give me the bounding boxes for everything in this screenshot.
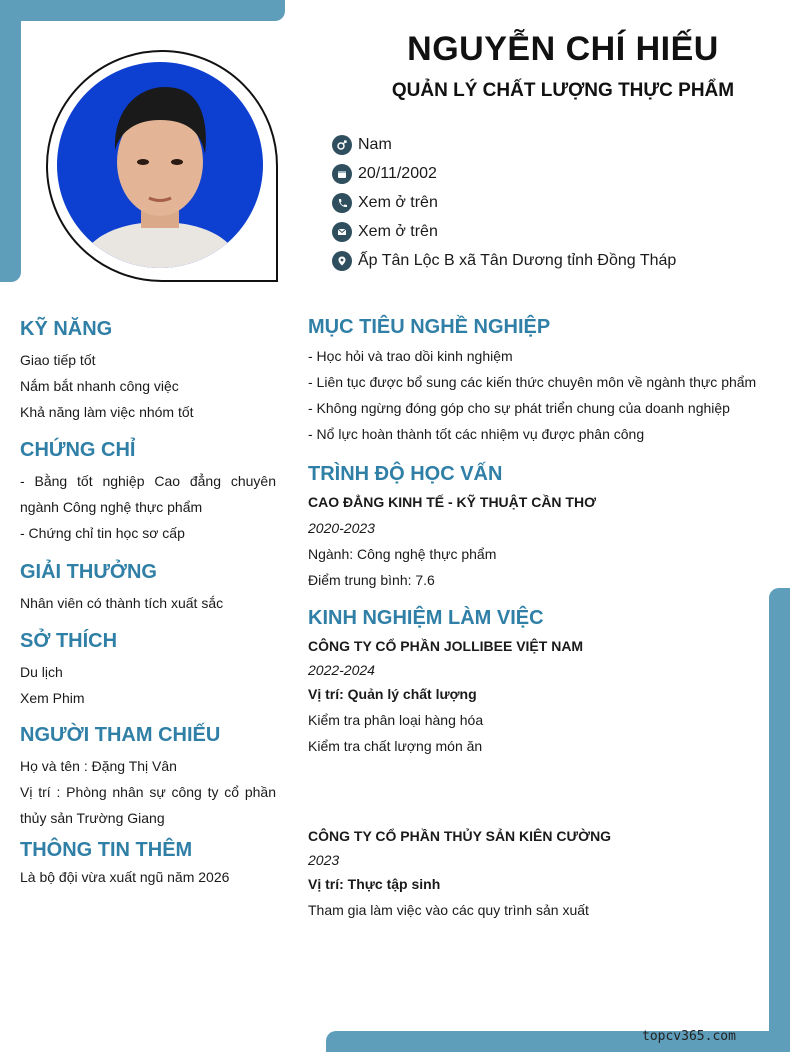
watermark: topcv365.com bbox=[642, 1029, 736, 1044]
section-skills bbox=[20, 318, 276, 425]
email-icon bbox=[332, 222, 352, 242]
list-item: Họ và tên : Đặng Thị Vân bbox=[20, 758, 177, 774]
list-item: - Bằng tốt nghiệp Cao đẳng chuyên ngành Công nghệ thực phẩm bbox=[20, 473, 276, 515]
contact-email-text: Xem ở trên bbox=[358, 222, 438, 240]
list-item: - Không ngừng đóng góp cho sự phát triển chung của doanh nghiệp bbox=[308, 400, 730, 416]
section-awards bbox=[20, 561, 276, 616]
list-item: - Nổ lực hoàn thành tốt các nhiệm vụ được phân công bbox=[308, 426, 645, 442]
contact-gender-text: Nam bbox=[358, 135, 392, 153]
list-item: Là bộ đội vừa xuất ngũ năm 2026 bbox=[20, 869, 230, 885]
location-icon bbox=[332, 251, 352, 271]
section-education bbox=[308, 463, 768, 593]
school-name: CAO ĐẲNG KINH TẾ - KỸ THUẬT CẦN THƠ bbox=[308, 494, 597, 510]
calendar-icon bbox=[332, 164, 352, 184]
section-heading: MỤC TIÊU NGHỀ NGHIỆP bbox=[308, 316, 551, 338]
section-heading: SỞ THÍCH bbox=[20, 630, 118, 652]
section-extra bbox=[20, 839, 276, 890]
list-item: - Liên tục được bổ sung các kiến thức chuyên môn về ngành thực phẩm bbox=[308, 374, 757, 390]
section-certificates bbox=[20, 439, 276, 546]
left-column bbox=[20, 318, 276, 890]
section-heading: CHỨNG CHỈ bbox=[20, 439, 136, 461]
contact-address-text: Ấp Tân Lộc B xã Tân Dương tỉnh Đồng Tháp bbox=[358, 251, 677, 269]
job-task: Tham gia làm việc vào các quy trình sản xuất bbox=[308, 902, 589, 918]
education-major: Ngành: Công nghệ thực phẩm bbox=[308, 546, 497, 562]
list-item: Xem Phim bbox=[20, 690, 85, 706]
right-column bbox=[308, 316, 768, 923]
contact-phone bbox=[332, 188, 676, 217]
section-references bbox=[20, 724, 276, 831]
section-experience bbox=[308, 607, 768, 923]
section-objective bbox=[308, 316, 768, 447]
job-entry bbox=[308, 823, 768, 923]
frame-top-bar bbox=[0, 0, 285, 21]
job-years: 2022-2024 bbox=[308, 662, 375, 678]
job-position: Vị trí: Thực tập sinh bbox=[308, 876, 441, 892]
job-entry bbox=[308, 633, 768, 759]
job-position: Vị trí: Quản lý chất lượng bbox=[308, 686, 477, 702]
contact-email bbox=[332, 217, 676, 246]
contact-gender bbox=[332, 130, 676, 159]
section-heading: NGƯỜI THAM CHIẾU bbox=[20, 724, 221, 746]
list-item: Giao tiếp tốt bbox=[20, 352, 96, 368]
frame-right-bar bbox=[769, 588, 790, 1052]
education-years: 2020-2023 bbox=[308, 520, 375, 536]
section-heading: THÔNG TIN THÊM bbox=[20, 839, 193, 861]
job-years: 2023 bbox=[308, 852, 340, 868]
contact-birthday bbox=[332, 159, 676, 188]
list-item: Nắm bắt nhanh công việc bbox=[20, 378, 179, 394]
section-heading: KỸ NĂNG bbox=[20, 318, 113, 340]
frame-left-bar bbox=[0, 0, 21, 282]
list-item: - Chứng chỉ tin học sơ cấp bbox=[20, 525, 185, 541]
company-name: CÔNG TY CỔ PHẦN THỦY SẢN KIÊN CƯỜNG bbox=[308, 828, 612, 844]
section-heading: GIẢI THƯỞNG bbox=[20, 561, 157, 583]
section-heading: TRÌNH ĐỘ HỌC VẤN bbox=[308, 463, 503, 485]
list-item: Khả năng làm việc nhóm tốt bbox=[20, 404, 194, 420]
list-item: Nhân viên có thành tích xuất sắc bbox=[20, 595, 224, 611]
phone-icon bbox=[332, 193, 352, 213]
candidate-name: NGUYỄN CHÍ HIẾU bbox=[407, 30, 719, 68]
company-name: CÔNG TY CỔ PHẦN JOLLIBEE VIỆT NAM bbox=[308, 638, 584, 654]
contact-address bbox=[332, 246, 676, 275]
list-item: Du lịch bbox=[20, 664, 63, 680]
job-task: Kiểm tra phân loại hàng hóa bbox=[308, 712, 484, 728]
job-task: Kiểm tra chất lượng món ăn bbox=[308, 738, 483, 754]
section-heading: KINH NGHIỆM LÀM VIỆC bbox=[308, 607, 544, 629]
section-hobbies bbox=[20, 630, 276, 711]
contact-birthday-text: 20/11/2002 bbox=[358, 164, 437, 182]
contact-list bbox=[332, 130, 676, 275]
list-item: Vị trí : Phòng nhân sự công ty cổ phần thủy sản Trường Giang bbox=[20, 784, 276, 826]
list-item: - Học hỏi và trao dồi kinh nghiệm bbox=[308, 348, 513, 364]
profile-photo bbox=[57, 62, 263, 268]
education-gpa: Điểm trung bình: 7.6 bbox=[308, 572, 435, 588]
contact-phone-text: Xem ở trên bbox=[358, 193, 438, 211]
job-title: QUẢN LÝ CHẤT LƯỢNG THỰC PHẨM bbox=[391, 80, 735, 101]
gender-icon bbox=[332, 135, 352, 155]
